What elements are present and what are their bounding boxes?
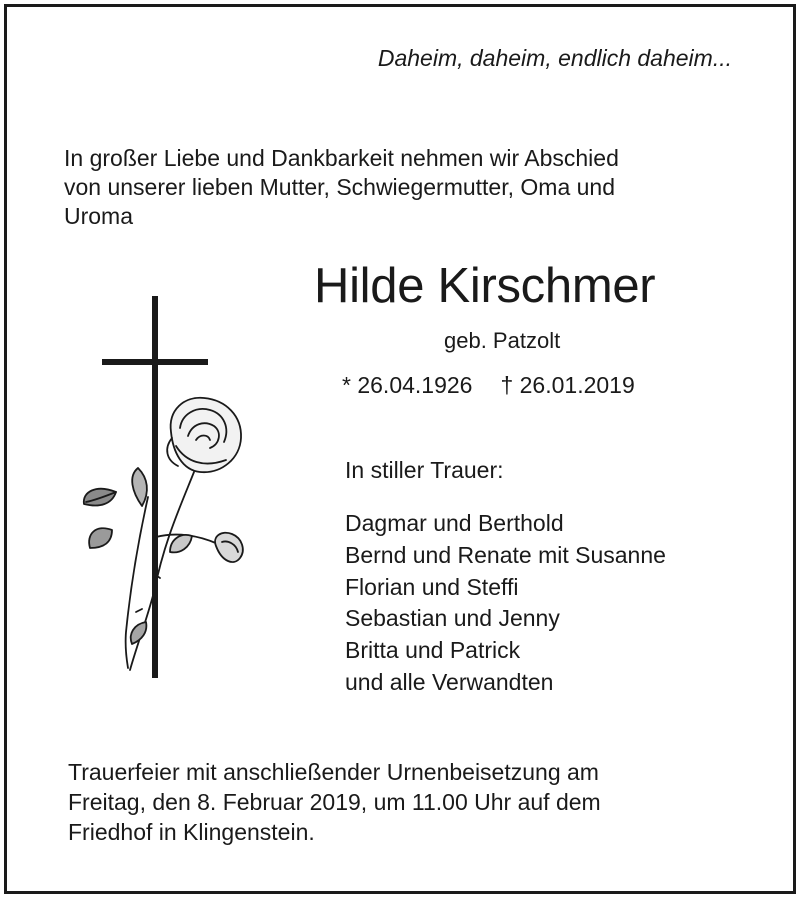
family-list	[345, 508, 666, 699]
ceremony-info	[68, 757, 601, 847]
death-date: † 26.01.2019	[500, 372, 635, 398]
ceremony-line: Freitag, den 8. Februar 2019, um 11.00 Uhr auf dem	[68, 789, 601, 815]
cross-and-rose-illustration	[76, 292, 256, 684]
birth-date: * 26.04.1926	[342, 372, 473, 398]
ceremony-line: Friedhof in Klingenstein.	[68, 819, 315, 845]
cross-icon	[102, 296, 208, 678]
family-member: Bernd und Renate mit Susanne	[345, 541, 666, 568]
rose-icon	[84, 398, 243, 670]
family-member: und alle Verwandten	[345, 668, 554, 695]
life-dates	[342, 372, 635, 399]
family-member: Britta und Patrick	[345, 637, 521, 664]
intro-line: von unserer lieben Mutter, Schwiegermutter, Oma und	[64, 174, 616, 200]
intro-line: Uroma	[64, 203, 134, 229]
ceremony-line: Trauerfeier mit anschließender Urnenbeisetzung am	[68, 759, 599, 785]
mourning-label: In stiller Trauer:	[345, 457, 504, 483]
family-member: Sebastian und Jenny	[345, 605, 560, 632]
intro-line: In großer Liebe und Dankbarkeit nehmen wir Abschied	[64, 145, 619, 171]
intro-text	[64, 144, 744, 231]
family-member: Dagmar und Berthold	[345, 510, 564, 536]
family-member: Florian und Steffi	[345, 573, 519, 600]
motto: Daheim, daheim, endlich daheim...	[377, 45, 732, 71]
birth-name: geb. Patzolt	[444, 328, 561, 353]
deceased-name: Hilde Kirschmer	[314, 259, 656, 313]
